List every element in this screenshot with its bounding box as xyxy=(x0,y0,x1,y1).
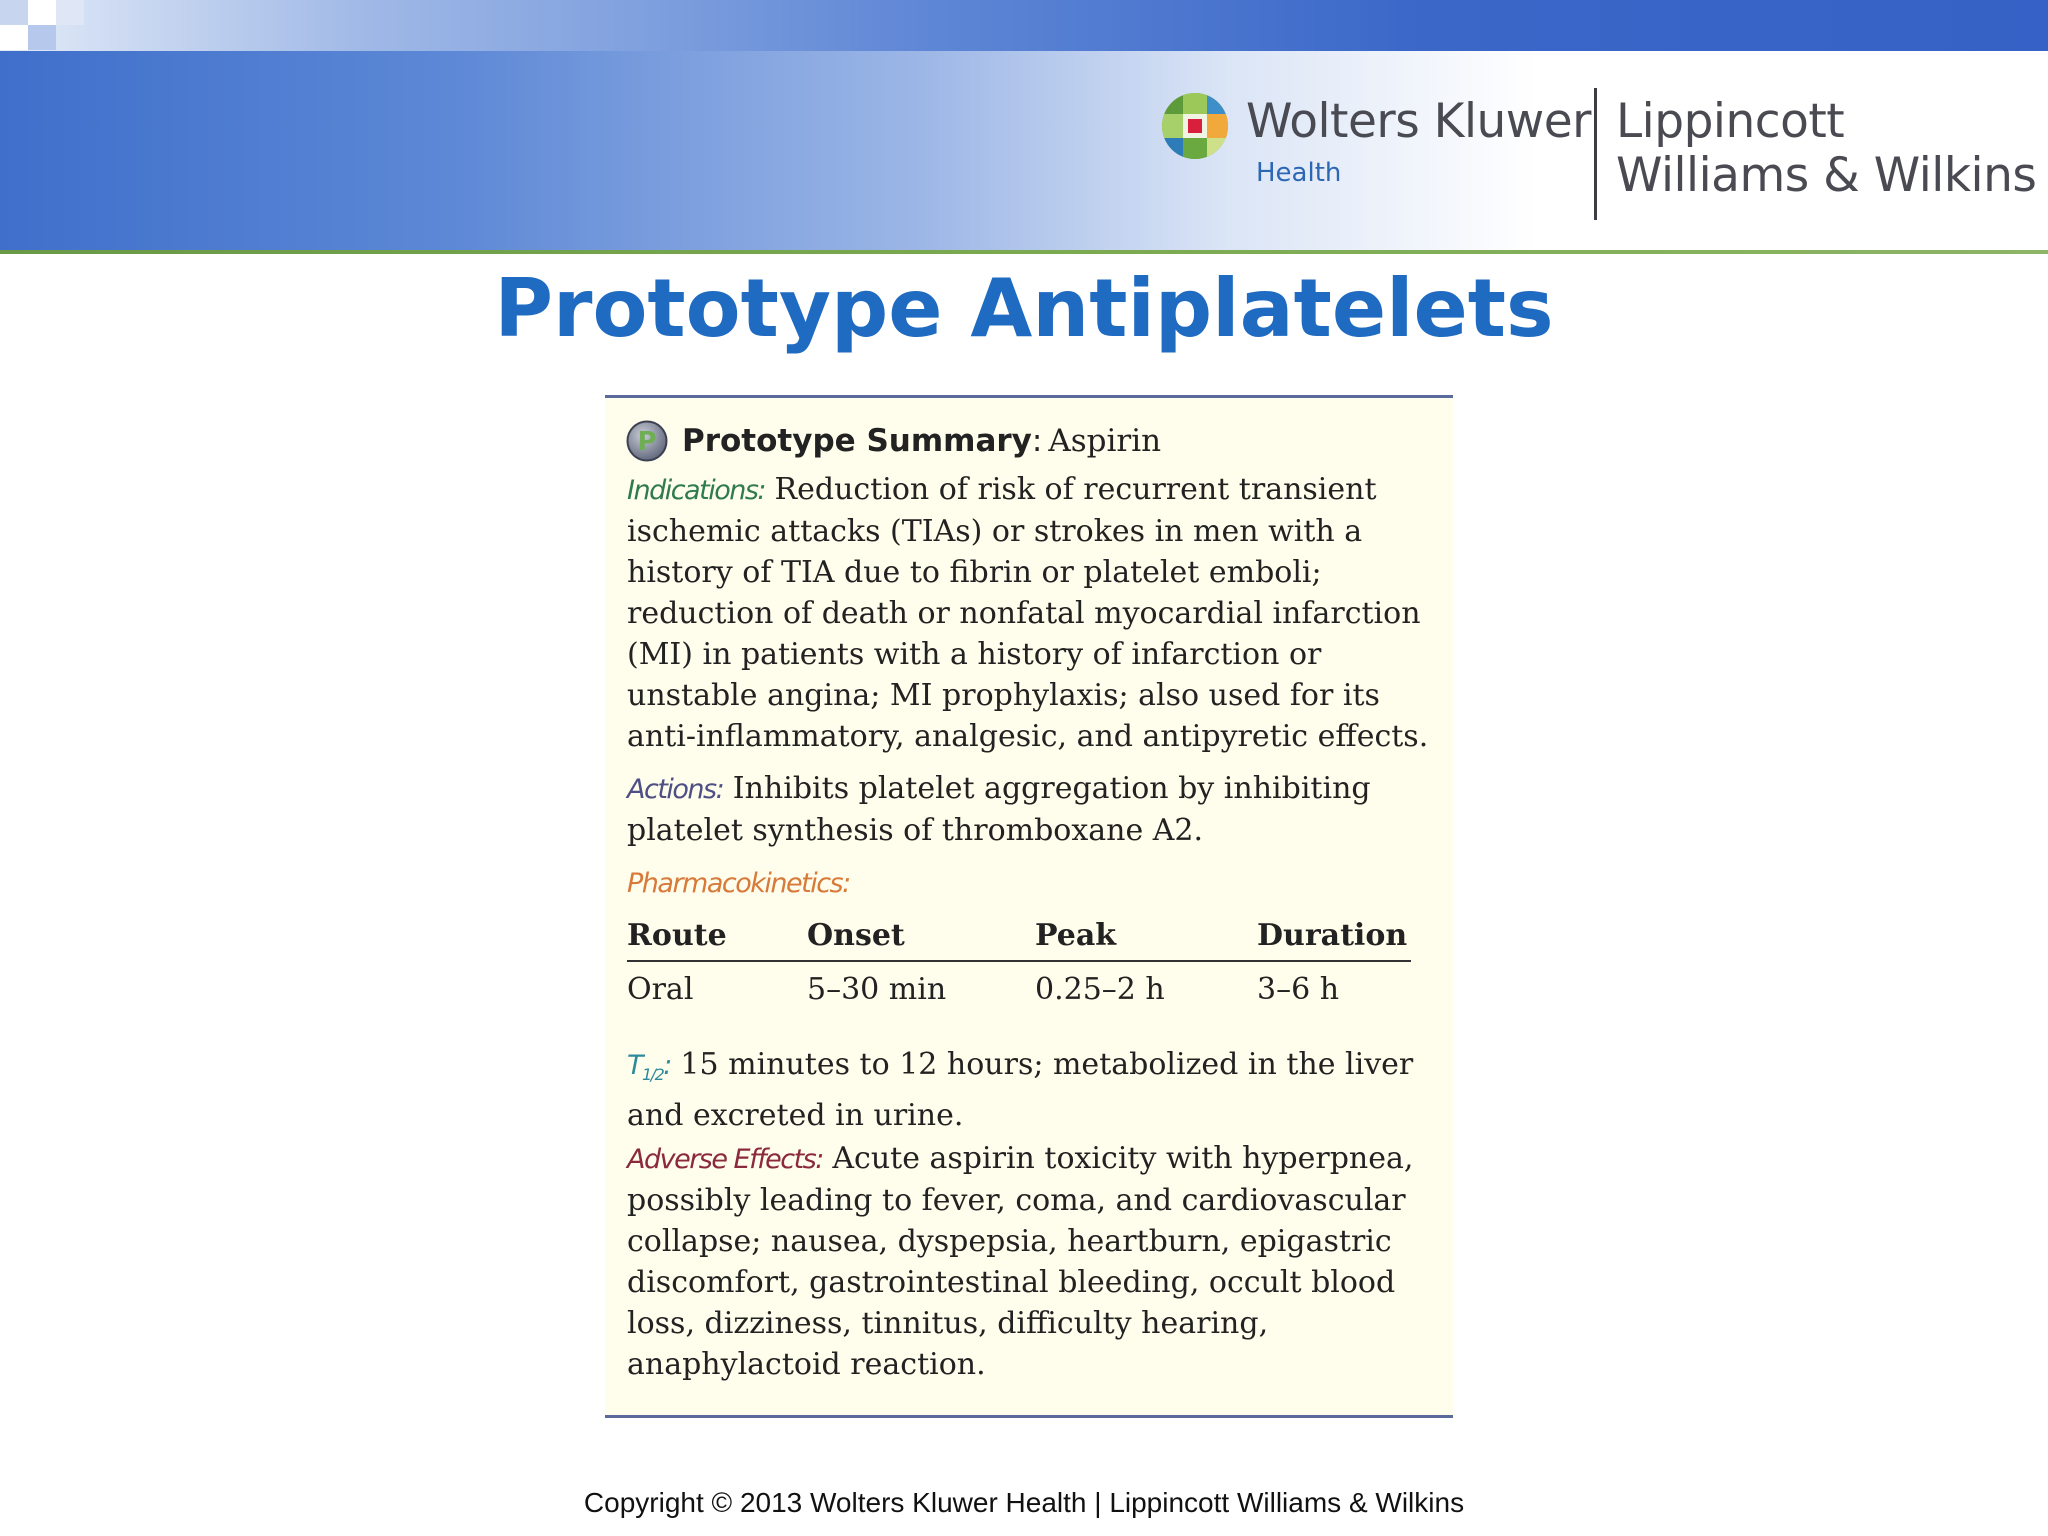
header-divider-line xyxy=(0,250,2048,254)
indications-label: Indications: xyxy=(627,475,765,506)
header-banner xyxy=(0,0,2048,253)
header-top-band xyxy=(0,0,2048,51)
svg-text:P: P xyxy=(637,427,657,457)
summary-drug-name: Aspirin xyxy=(1048,423,1162,459)
table-header-row xyxy=(627,910,1411,962)
half-life-colon: : xyxy=(663,1050,671,1081)
table-header-onset: Onset xyxy=(807,918,905,953)
summary-heading-label: Prototype Summary xyxy=(682,423,1032,459)
half-life-section xyxy=(627,1044,1437,1136)
adverse-effects-text: Acute aspirin toxicity with hyperpnea, possibly leading to fever, coma, and cardiovascular collapse; nausea, dyspepsia, heartburn, epigastric discomfort, gastrointestinal bleeding, occult blood loss, dizziness, tinnitus, difficulty hearing, anaphylactoid reaction. xyxy=(627,1141,1414,1382)
indications-text: Reduction of risk of recurrent transient ischemic attacks (TIAs) or strokes in men with a history of TIA due to fibrin or platelet emboli; reduction of death or nonfatal myocardial infarction (MI) in patients with a history of infarction or unstable angina; MI prophylaxis; also used for its anti-inflammatory, analgesic, and antipyretic effects. xyxy=(627,472,1429,754)
half-life-subscript: 1/2 xyxy=(642,1065,664,1084)
actions-label: Actions: xyxy=(627,774,724,805)
actions-section xyxy=(627,768,1437,851)
half-life-text: 15 minutes to 12 hours; metabolized in the liver and excreted in urine. xyxy=(627,1047,1414,1133)
summary-heading xyxy=(626,418,1161,464)
wolters-kluwer-globe-icon xyxy=(1160,91,1230,161)
logo-health-text: Health xyxy=(1256,158,1342,188)
summary-heading-colon: : xyxy=(1031,423,1043,459)
prototype-summary-box xyxy=(605,395,1453,1418)
half-life-label xyxy=(627,1050,671,1084)
pharmacokinetics-label: Pharmacokinetics: xyxy=(627,868,850,899)
logo-williams-wilkins-text: Williams & Wilkins xyxy=(1616,148,2037,203)
indications-section xyxy=(627,469,1437,757)
table-cell-onset: 5–30 min xyxy=(807,972,947,1007)
logo-wolters-kluwer-text: Wolters Kluwer xyxy=(1246,94,1591,149)
table-row xyxy=(627,962,1411,1014)
half-life-t: T xyxy=(627,1050,642,1081)
table-cell-peak: 0.25–2 h xyxy=(1035,972,1165,1007)
logo-divider xyxy=(1594,88,1597,220)
pharmacokinetics-table xyxy=(627,910,1411,1014)
table-header-route: Route xyxy=(627,918,727,953)
prototype-p-icon xyxy=(626,420,668,462)
adverse-effects-label: Adverse Effects: xyxy=(627,1144,823,1175)
table-header-peak: Peak xyxy=(1035,918,1117,953)
table-header-duration: Duration xyxy=(1257,918,1408,953)
actions-text: Inhibits platelet aggregation by inhibiting platelet synthesis of thromboxane A2. xyxy=(627,771,1371,848)
adverse-effects-section xyxy=(627,1138,1437,1385)
copyright-footer: Copyright © 2013 Wolters Kluwer Health | Lippincott Williams & Wilkins xyxy=(583,1487,1465,1518)
publisher-logo xyxy=(1160,86,2040,226)
page-title: Prototype Antiplatelets xyxy=(494,262,1554,355)
pharmacokinetics-section xyxy=(627,862,1437,904)
table-cell-route: Oral xyxy=(627,972,694,1007)
logo-lippincott-text: Lippincott xyxy=(1616,94,1845,149)
table-cell-duration: 3–6 h xyxy=(1257,972,1340,1007)
